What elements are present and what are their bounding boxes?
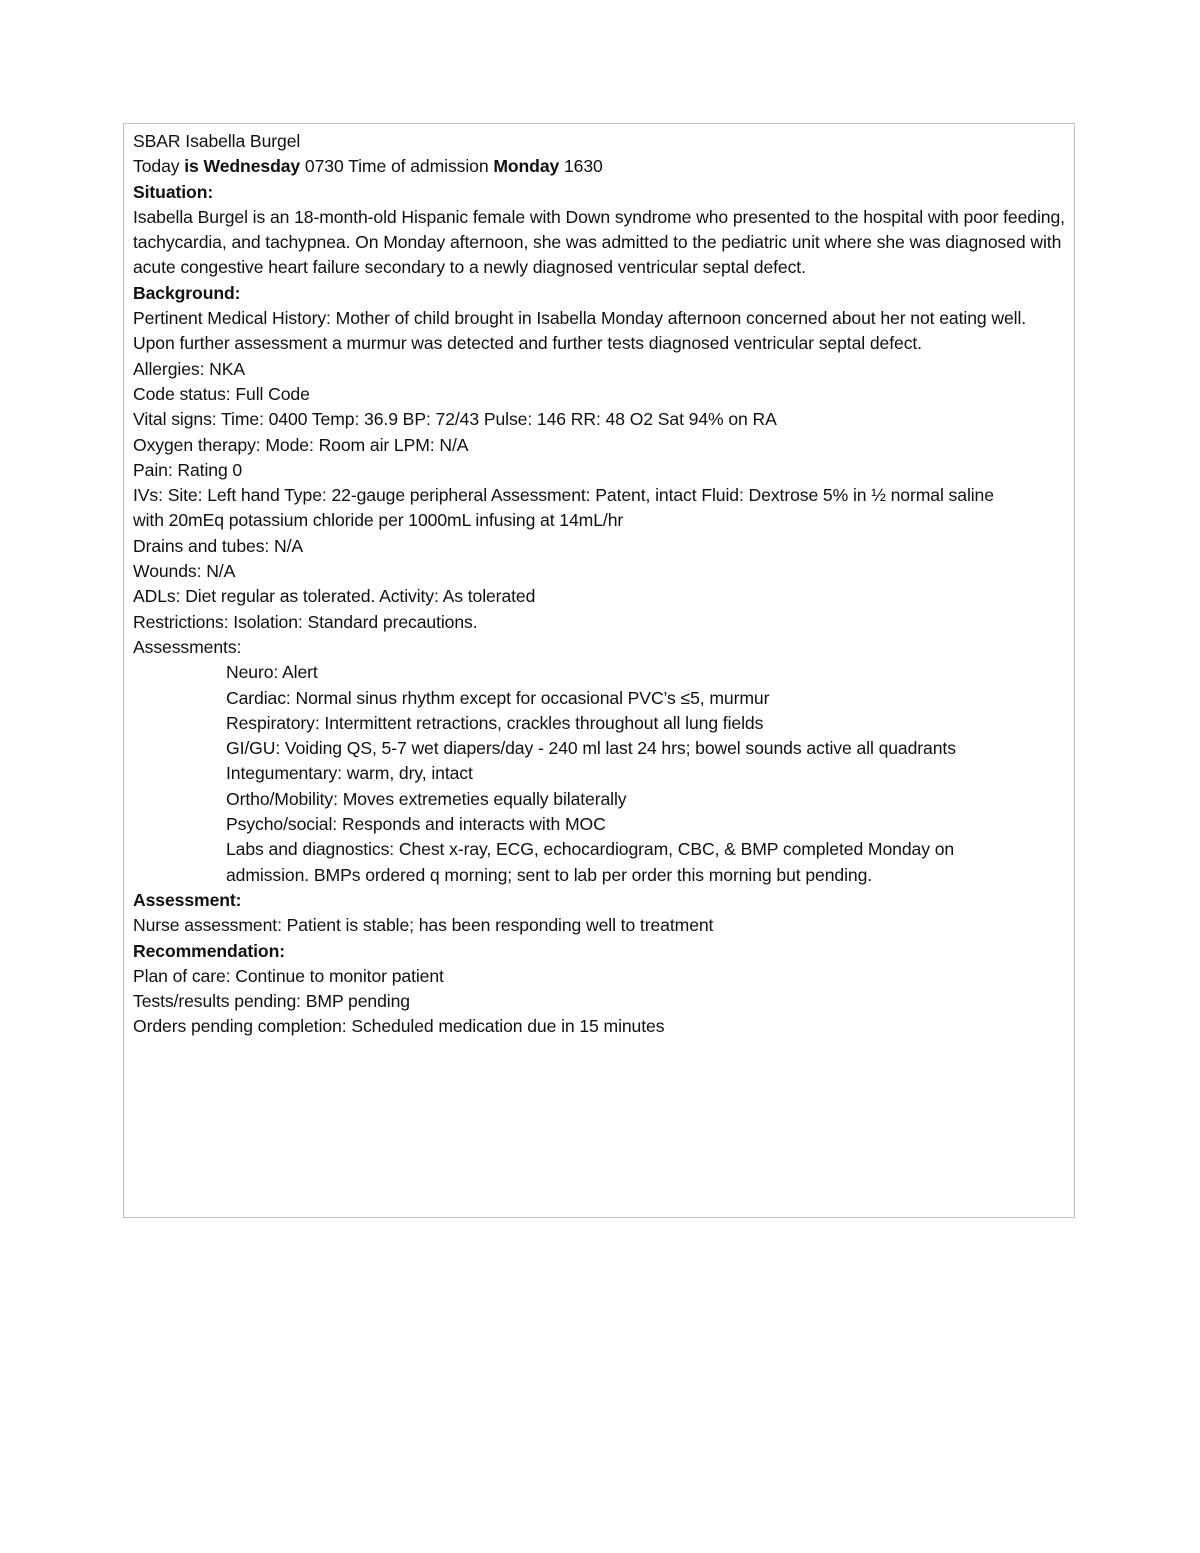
assessments-label: Assessments: [133, 636, 242, 657]
medical-history: Pertinent Medical History: Mother of child brought in Isabella Monday afternoon concerned about her not eating well. Upon further assessment a murmur was detected and further tests diagnosed ventricular septal defect. [133, 308, 1027, 354]
admission-time: 1630 [564, 156, 603, 177]
assessment-ortho: Ortho/Mobility: Moves extremeties equally bilaterally [226, 788, 627, 809]
restrictions: Restrictions: Isolation: Standard precautions. [133, 611, 478, 632]
allergies: Allergies: NKA [133, 358, 246, 379]
admission-label: Time of admission [348, 156, 489, 177]
assessment-integumentary: Integumentary: warm, dry, intact [226, 763, 473, 784]
assessment-labs-1: Labs and diagnostics: Chest x-ray, ECG, echocardiogram, CBC, & BMP completed Monday on [226, 839, 955, 860]
assessment-neuro: Neuro: Alert [226, 662, 318, 683]
admission-day: Monday [493, 156, 560, 177]
assessment-heading: Assessment: [133, 889, 242, 910]
tests-pending: Tests/results pending: BMP pending [133, 991, 410, 1012]
plan-of-care: Plan of care: Continue to monitor patient [133, 965, 444, 986]
recommendation-heading: Recommendation: [133, 940, 285, 961]
vital-signs: Vital signs: Time: 0400 Temp: 36.9 BP: 72/43 Pulse: 146 RR: 48 O2 Sat 94% on RA [133, 409, 777, 430]
today-is: is [184, 156, 199, 177]
time-line [133, 154, 1068, 179]
pain-rating: Pain: Rating 0 [133, 459, 243, 480]
assessment-labs-2: admission. BMPs ordered q morning; sent to lab per order this morning but pending. [226, 864, 873, 885]
assessment-respiratory: Respiratory: Intermittent retractions, crackles throughout all lung fields [226, 712, 764, 733]
adls: ADLs: Diet regular as tolerated. Activity: As tolerated [133, 586, 536, 607]
situation-heading: Situation: [133, 181, 214, 202]
code-status: Code status: Full Code [133, 383, 310, 404]
oxygen-therapy: Oxygen therapy: Mode: Room air LPM: N/A [133, 434, 469, 455]
wounds: Wounds: N/A [133, 561, 236, 582]
situation-text: Isabella Burgel is an 18-month-old Hispanic female with Down syndrome who presented to the hospital with poor feeding, tachycardia, and tachypnea. On Monday afternoon, she was admitted to the pediatric unit where she was diagnosed with acute congestive heart failure secondary to a newly diagnosed ventricular septal defect. [133, 206, 1065, 278]
drains-tubes: Drains and tubes: N/A [133, 535, 304, 556]
background-heading: Background: [133, 282, 241, 303]
today-label: Today [133, 156, 180, 177]
assessment-cardiac: Cardiac: Normal sinus rhythm except for occasional PVC’s ≤5, murmur [226, 687, 770, 708]
nurse-assessment: Nurse assessment: Patient is stable; has been responding well to treatment [133, 915, 714, 936]
document-title: SBAR Isabella Burgel [133, 131, 301, 151]
ivs-line-2: with 20mEq potassium chloride per 1000mL infusing at 14mL/hr [133, 510, 624, 531]
orders-pending: Orders pending completion: Scheduled medication due in 15 minutes [133, 1016, 665, 1037]
assessment-psycho: Psycho/social: Responds and interacts with MOC [226, 814, 606, 835]
ivs-line-1: IVs: Site: Left hand Type: 22-gauge peripheral Assessment: Patent, intact Fluid: Dextrose 5% in ½ normal saline [133, 485, 994, 506]
assessment-gigu: GI/GU: Voiding QS, 5-7 wet diapers/day - 240 ml last 24 hrs; bowel sounds active all quadrants [226, 738, 956, 759]
today-day: Wednesday [203, 156, 301, 177]
sbar-document [133, 129, 1068, 1040]
today-time: 0730 [304, 156, 344, 177]
